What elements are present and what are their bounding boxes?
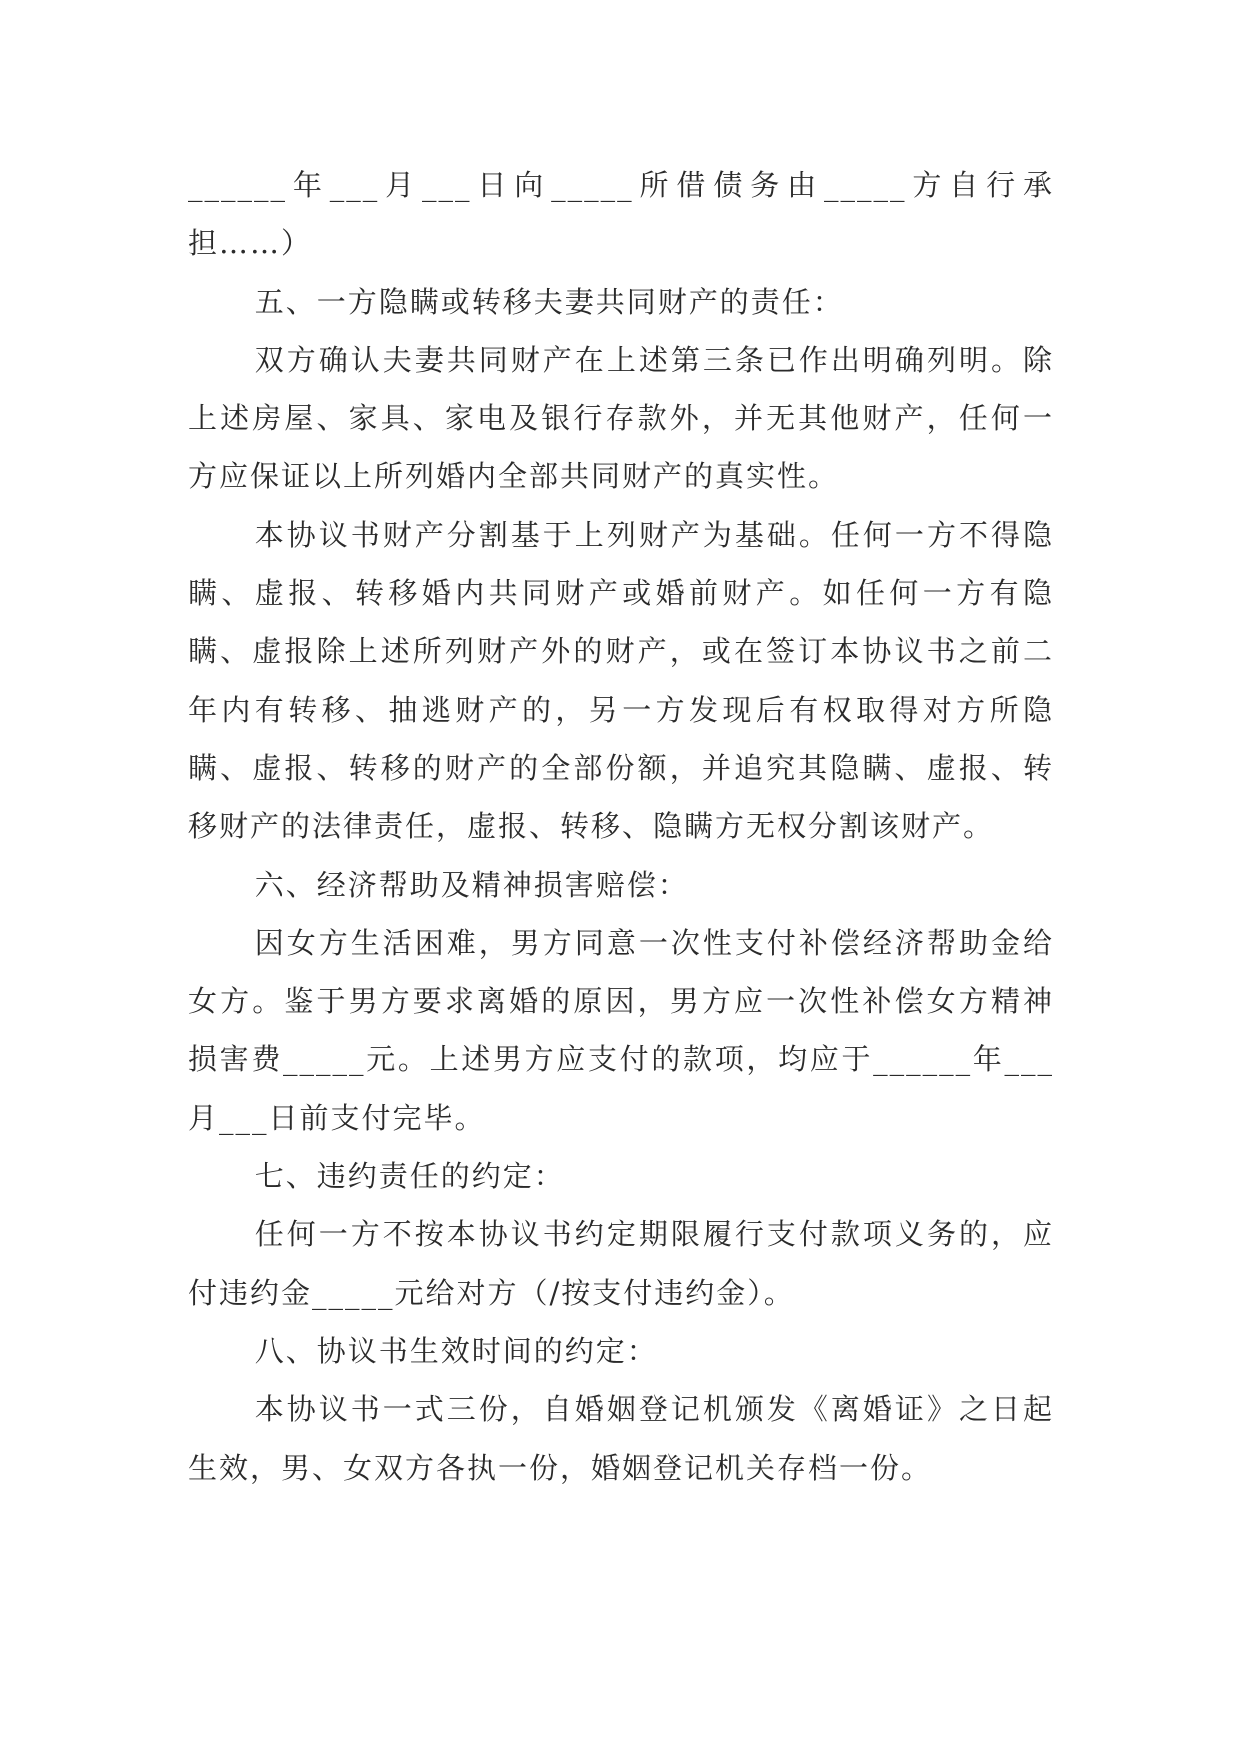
section-5-paragraph-2: 本协议书财产分割基于上列财产为基础。任何一方不得隐瞒、虚报、转移婚内共同财产或婚前财产。如任何一方有隐瞒、虚报除上述所列财产外的财产，或在签订本协议书之前二年内有转移、抽逃财产的，另一方发现后有权取得对方所隐瞒、虚报、转移的财产的全部份额，并追究其隐瞒、虚报、转移财产的法律责任，虚报、转移、隐瞒方无权分割该财产。 [188, 517, 1054, 844]
section-7-paragraph: 任何一方不按本协议书约定期限履行支付款项义务的，应付违约金_____元给对方（/按支付违约金）。 [188, 1217, 1054, 1310]
section-6-heading: 六、经济帮助及精神损害赔偿： [254, 867, 689, 902]
debt-clause-continuation: ______年___月___日向_____所借债务由_____方自行承担……） [188, 168, 1054, 261]
section-7-heading: 七、违约责任的约定： [254, 1159, 565, 1194]
section-8-paragraph: 本协议书一式三份，自婚姻登记机颁发《离婚证》之日起生效，男、女双方各执一份，婚姻登记机关存档一份。 [188, 1392, 1054, 1485]
section-6-paragraph: 因女方生活困难，男方同意一次性支付补偿经济帮助金给女方。鉴于男方要求离婚的原因，男方应一次性补偿女方精神损害费_____元。上述男方应支付的款项，均应于______年___月___日前支付完毕。 [188, 925, 1054, 1135]
section-5-heading: 五、一方隐瞒或转移夫妻共同财产的责任： [254, 284, 844, 319]
document-page [188, 156, 1054, 1497]
section-8-heading: 八、协议书生效时间的约定： [254, 1333, 658, 1368]
section-5-paragraph-1: 双方确认夫妻共同财产在上述第三条已作出明确列明。除上述房屋、家具、家电及银行存款外，并无其他财产，任何一方应保证以上所列婚内全部共同财产的真实性。 [188, 342, 1054, 494]
